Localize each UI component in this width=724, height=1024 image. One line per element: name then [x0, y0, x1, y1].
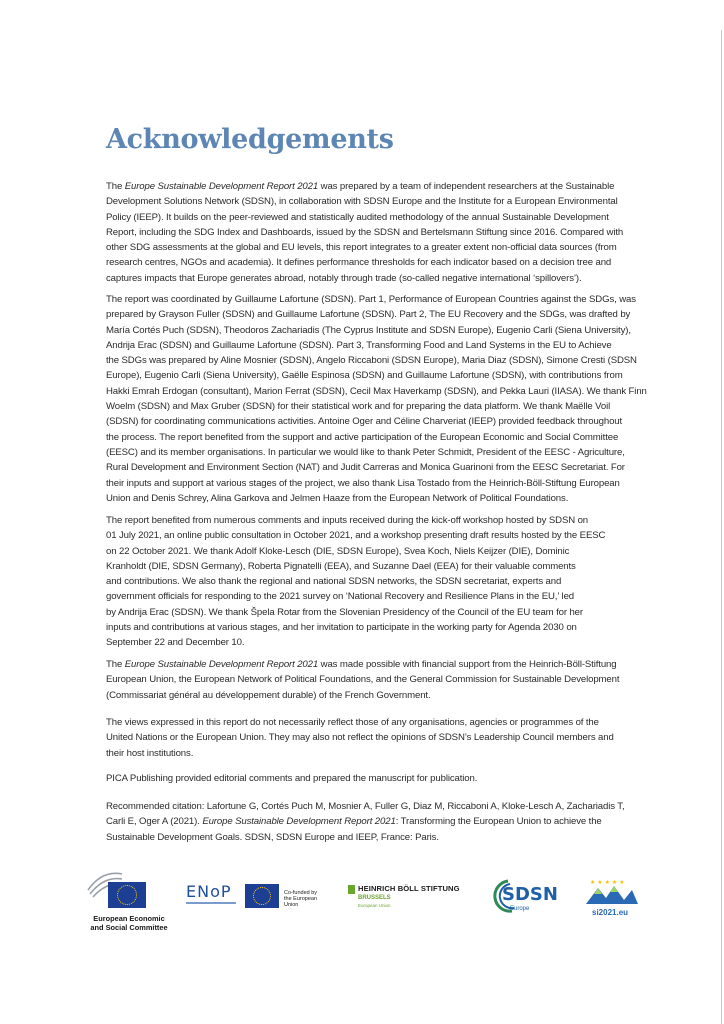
eesc-label: European Economic and Social Committee: [90, 914, 168, 932]
text-line: Andrija Erac (SDSN) and Guillaume Lafortune (SDSN). Part 3, Transforming Food and Land Systems in the EU to Achieve: [106, 339, 612, 351]
enop-underline: [186, 902, 236, 904]
text-line: by Andrija Erac (SDSN). We thank Špela Rotar from the Slovenian Presidency of the Council of the EU team for her: [106, 606, 583, 618]
si2021-mountains-icon: [584, 876, 640, 906]
text-line: Woelm (SDSN) and Max Gruber (SDSN) for their statistical work and for preparing the data platform. We thank Maëlle Voil: [106, 401, 611, 413]
text-line: the process. The report benefited from the support and active participation of the European Economic and Social Committee: [106, 431, 619, 443]
text-line: other SDG assessments at the global and EU levels, this report integrates to a greater extent non-official data sources (from: [106, 242, 617, 254]
boell-title: HEINRICH BÖLL STIFTUNG: [358, 884, 460, 893]
report-title-italic: Europe Sustainable Development Report 2021: [202, 816, 396, 828]
paragraph-intro: [106, 179, 646, 286]
text-line: Recommended citation: Lafortune G, Cortés Puch M, Mosnier A, Fuller G, Diaz M, Riccaboni A, Kloke-Lesch A, Zachariadis T,: [106, 801, 625, 812]
si2021-label: si2021.eu: [592, 908, 629, 917]
text-line: The views expressed in this report do not necessarily reflect those of any organisations, agencies or programmes of the: [106, 717, 599, 728]
boell-mark-icon: [348, 885, 355, 894]
sdsn-sub: Europe: [510, 906, 530, 912]
text-line: PICA Publishing provided editorial comments and prepared the manuscript for publication.: [106, 773, 478, 784]
text-line: María Cortés Puch (SDSN), Theodoros Zachariadis (The Cyprus Institute and SDSN Europe), Eugenio Carli (Siena University),: [106, 324, 631, 336]
text-line: The report was coordinated by Guillaume Lafortune (SDSN). Part 1, Performance of European Countries against the SDGs, was: [106, 294, 636, 305]
text-line: Kranholdt (DIE, SDSN Germany), Roberta Pignatelli (EEA), and Suzanne Dael (EEA) for their valuable comments: [106, 560, 576, 572]
text-line: Union and Denis Schrey, Alina Garkova and Jelmen Haaze from the European Network of Political Foundations.: [106, 492, 569, 504]
text-line: European Union, the European Network of Political Foundations, and the General Commission for Sustainable Development: [106, 674, 620, 686]
text-line: Policy (IEEP). It builds on the peer-reviewed and statistically audited methodology of the annual Sustainable Development: [106, 211, 609, 223]
text-line: (SDSN) for coordinating communications activities. Antoine Oger and Céline Charveriat (IEEP) provided feedback throughout: [106, 416, 623, 428]
paragraph-disclaimer: [106, 715, 646, 761]
text-line: (EESC) and its member organisations. In particular we would like to thank Peter Schmidt, President of the EESC - Agriculture,: [106, 446, 625, 458]
paragraph-contributors: [106, 292, 646, 506]
boell-logo: [348, 884, 468, 914]
enop-logo: [186, 882, 332, 912]
si2021-logo: [584, 876, 644, 922]
eu-flag-icon: [108, 882, 146, 908]
text-line: prepared by Grayson Fuller (SDSN) and Guillaume Lafortune (SDSN). Part 2, The EU Recovery and the SDGs, was drafted by: [106, 309, 631, 321]
sdsn-wordmark: SDSN: [502, 884, 558, 905]
text-line: research centres, NGOs and academia). It defines performance thresholds for each indicator based on a decision tree and: [106, 257, 612, 269]
paragraph-publishing: [106, 771, 646, 786]
text-line: and contributions. We also thank the regional and national SDSN networks, the SDSN secretariat, experts and: [106, 576, 562, 588]
text-line: September 22 and December 10.: [106, 637, 245, 649]
enop-wordmark: ENoP: [186, 882, 232, 901]
text-line: United Nations or the European Union. They may also not reflect the opinions of SDSN’s Leadership Council members and: [106, 732, 614, 744]
text-line: government officials for responding to the 2021 survey on ‘National Recovery and Resilience Plans in the EU,’ led: [106, 591, 574, 603]
report-title-italic: Europe Sustainable Development Report 2021: [124, 659, 319, 670]
page-edge-divider: [721, 30, 722, 1024]
paragraph-funding: [106, 657, 646, 703]
boell-sub: European Union: [358, 903, 391, 908]
text-line: 01 July 2021, an online public consultation in October 2021, and a workshop presenting draft results hosted by the EESC: [106, 530, 606, 542]
text-line: on 22 October 2021. We thank Adolf Kloke-Lesch (DIE, SDSN Europe), Svea Koch, Niels Keijzer (DIE), Dominic: [106, 545, 570, 557]
text-line: (Commissariat général au développement durable) of the French Government.: [106, 689, 431, 701]
enop-funded-label: Co-funded by the European Union: [284, 890, 318, 908]
report-title-italic: Europe Sustainable Development Report 2021: [124, 181, 319, 192]
text-line: Hakki Emrah Erdogan (consultant), Marion Ferrat (SDSN), Cecil Max Haverkamp (SDSN), and Pekka Lauri (IIASA). We thank Finn: [106, 385, 647, 397]
text-line: Carli E, Oger A (2021). Europe Sustainable Development Report 2021: Transforming the European Union to achieve the: [106, 816, 602, 828]
text-line: captures impacts that Europe generates abroad, notably through trade (so-called negative international ‘spillovers’).: [106, 272, 582, 284]
text-line: Rural Development and Environment Section (NAT) and Judit Carreras and Monica Guarinoni from the EESC Secretariat. For: [106, 462, 625, 474]
text-line: Europe), Eugenio Carli (Siena University), Gaëlle Espinosa (SDSN) and Guillaume Lafortune (SDSN), with contributions from: [106, 370, 623, 382]
text-line: their inputs and support at various stages of the project, we also thank Lisa Tostado from the Heinrich-Böll-Stiftung European: [106, 477, 620, 489]
text-line: inputs and contributions at various stages, and her invitation to participate in the working party for Agenda 2030 on: [106, 622, 577, 634]
svg-text:★ ★ ★ ★ ★: ★ ★ ★ ★ ★: [590, 879, 625, 886]
boell-city: BRUSSELS: [358, 895, 391, 901]
text-line: Sustainable Development Goals. SDSN, SDSN Europe and IEEP, France: Paris.: [106, 831, 439, 843]
text-line: Report, including the SDG Index and Dashboards, issued by the SDSN and Bertelsmann Stiftung since 2016. Compared with: [106, 226, 624, 238]
text-line: their host institutions.: [106, 747, 194, 759]
eu-flag-icon: [245, 884, 279, 908]
page-title: Acknowledgements: [106, 124, 394, 155]
eesc-logo: [84, 868, 180, 932]
text-line: The report benefited from numerous comments and inputs received during the kick-off workshop hosted by SDSN on: [106, 515, 589, 526]
text-line: the SDGs was prepared by Aline Mosnier (SDSN), Angelo Riccaboni (SDSN Europe), Maria Diaz (SDSN), Simone Cresti (SDSN: [106, 355, 637, 367]
text-line: The Europe Sustainable Development Report 2021 was made possible with financial support from the Heinrich-Böll-Stiftung: [106, 659, 617, 670]
sdsn-logo: [490, 878, 562, 918]
paragraph-citation: [106, 799, 646, 845]
paragraph-consultations: [106, 513, 646, 651]
text-line: The Europe Sustainable Development Report 2021 was prepared by a team of independent researchers at the Sustainable: [106, 181, 615, 192]
text-line: Development Solutions Network (SDSN), in collaboration with SDSN Europe and the Institute for a European Environmental: [106, 196, 618, 208]
